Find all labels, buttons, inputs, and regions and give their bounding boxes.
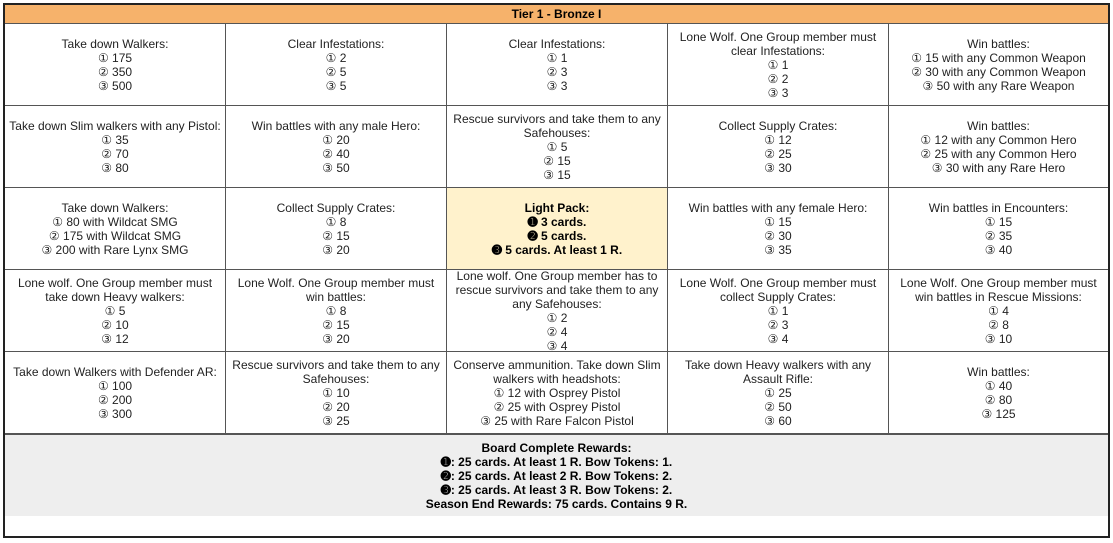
challenge-goal: ③ 3 xyxy=(546,78,568,93)
challenge-goal: ③ 12 xyxy=(101,331,129,346)
challenge-title: Win battles with any female Hero: xyxy=(688,200,868,215)
challenge-cell xyxy=(668,106,889,188)
challenge-goal: ➋ 5 cards. xyxy=(527,228,587,243)
challenge-goal: ③ 35 xyxy=(764,242,792,257)
challenge-title: Take down Walkers: xyxy=(61,200,169,215)
challenge-goal: ① 2 xyxy=(546,310,568,325)
challenge-goal: ② 50 xyxy=(764,399,792,414)
challenge-goal: ② 2 xyxy=(767,71,789,86)
challenge-goal: ② 10 xyxy=(101,317,129,332)
challenge-title: Clear Infestations: xyxy=(508,36,606,51)
challenge-goal: ② 8 xyxy=(988,317,1009,332)
challenge-goal: ② 80 xyxy=(984,392,1013,407)
challenge-cell xyxy=(5,106,226,188)
challenge-goal: ③ 20 xyxy=(322,242,350,257)
challenge-goal: ③ 200 with Rare Lynx SMG xyxy=(41,242,189,257)
challenge-goal: ② 35 xyxy=(984,228,1013,243)
challenge-title: Rescue survivors and take them to any Safehouses: xyxy=(232,357,440,386)
challenge-title: Rescue survivors and take them to any Safehouses: xyxy=(453,111,661,140)
challenge-goal: ③ 3 xyxy=(767,85,789,100)
challenge-goal: ① 25 xyxy=(764,385,792,400)
challenge-goal: ① 10 xyxy=(322,385,350,400)
tier-header: Tier 1 - Bronze I xyxy=(5,5,1108,24)
challenge-title: Take down Heavy walkers with any Assault Rifle: xyxy=(684,357,872,386)
challenge-cell xyxy=(447,270,668,352)
challenge-goal: ② 25 with Osprey Pistol xyxy=(493,399,621,414)
challenge-goal: ② 20 xyxy=(322,399,350,414)
challenge-goal: ③ 15 xyxy=(543,167,571,182)
challenge-goal: ② 5 xyxy=(325,64,347,79)
challenge-goal: ③ 4 xyxy=(546,338,568,353)
challenge-goal: ① 35 xyxy=(101,132,129,147)
challenge-goal: ② 15 xyxy=(322,317,350,332)
challenge-goal: ③ 50 xyxy=(322,160,350,175)
challenge-goal: ② 3 xyxy=(546,64,568,79)
challenge-goal: ③ 30 xyxy=(764,160,792,175)
challenge-cell xyxy=(668,188,889,270)
challenge-goal: ② 30 xyxy=(764,228,792,243)
challenge-goal: ① 1 xyxy=(767,57,789,72)
challenge-goal: ③ 500 xyxy=(97,78,133,93)
challenge-cell xyxy=(447,106,668,188)
challenge-cell xyxy=(226,188,447,270)
challenge-cell xyxy=(226,106,447,188)
challenge-board xyxy=(3,3,1110,538)
challenge-title: Win battles: xyxy=(967,36,1030,51)
challenge-title: Lone wolf. One Group member has to rescue survivors and take them to any any Safehouses: xyxy=(455,268,659,311)
challenge-goal: ③ 30 with any Rare Hero xyxy=(931,160,1066,175)
challenge-goal: ③ 10 xyxy=(984,331,1013,346)
board-rewards xyxy=(5,434,1108,516)
challenge-cell xyxy=(668,352,889,434)
challenge-goal: ③ 5 xyxy=(325,78,347,93)
challenge-goal: ① 8 xyxy=(325,303,347,318)
challenge-goal: ② 3 xyxy=(767,317,789,332)
challenge-goal: ③ 125 xyxy=(981,406,1016,421)
challenge-goal: ① 20 xyxy=(322,132,350,147)
challenge-title: Conserve ammunition. Take down Slim walkers with headshots: xyxy=(453,357,661,386)
challenge-goal: ① 2 xyxy=(325,50,347,65)
challenge-goal: ① 12 with Osprey Pistol xyxy=(493,385,621,400)
challenge-title: Win battles in Encounters: xyxy=(928,200,1069,215)
challenge-goal: ② 200 xyxy=(97,392,133,407)
board-rewards-title: Board Complete Rewards: xyxy=(481,440,632,455)
challenge-cell xyxy=(5,24,226,106)
challenge-goal: ② 15 xyxy=(322,228,350,243)
challenge-goal: ③ 20 xyxy=(322,331,350,346)
challenge-cell xyxy=(889,106,1108,188)
challenge-goal: ① 4 xyxy=(988,303,1009,318)
challenge-goal: ① 80 with Wildcat SMG xyxy=(52,214,178,229)
challenge-goal: ① 12 xyxy=(764,132,792,147)
challenge-goal: ② 15 xyxy=(543,153,571,168)
challenge-cell xyxy=(5,352,226,434)
challenge-goal: ① 15 xyxy=(764,214,792,229)
challenge-title: Lone Wolf. One Group member must clear Infestations: xyxy=(679,29,877,58)
challenge-title: Collect Supply Crates: xyxy=(276,200,396,215)
challenge-cell xyxy=(889,352,1108,434)
challenge-goal: ② 30 with any Common Weapon xyxy=(911,64,1086,79)
challenge-goal: ③ 300 xyxy=(97,406,133,421)
challenge-title: Lone Wolf. One Group member must win battles in Rescue Missions: xyxy=(900,275,1097,304)
challenge-goal: ① 1 xyxy=(767,303,789,318)
challenge-cell xyxy=(889,24,1108,106)
challenge-goal: ② 25 with any Common Hero xyxy=(920,146,1077,161)
challenge-goal: ② 40 xyxy=(322,146,350,161)
challenge-grid xyxy=(5,24,1108,434)
challenge-goal: ③ 50 with any Rare Weapon xyxy=(922,78,1075,93)
challenge-goal: ① 175 xyxy=(97,50,133,65)
challenge-goal: ② 25 xyxy=(764,146,792,161)
challenge-goal: ③ 60 xyxy=(764,413,792,428)
challenge-goal: ① 15 xyxy=(984,214,1013,229)
challenge-goal: ① 12 with any Common Hero xyxy=(920,132,1077,147)
challenge-title: Lone wolf. One Group member must take down Heavy walkers: xyxy=(17,275,213,304)
challenge-goal: ③ 80 xyxy=(101,160,129,175)
board-reward-line: ➌: 25 cards. At least 3 R. Bow Tokens: 2. xyxy=(440,482,673,497)
challenge-cell xyxy=(668,24,889,106)
challenge-cell xyxy=(226,352,447,434)
challenge-cell xyxy=(5,188,226,270)
challenge-title: Light Pack: xyxy=(524,200,590,215)
challenge-cell xyxy=(889,270,1108,352)
challenge-title: Take down Slim walkers with any Pistol: xyxy=(9,118,221,133)
challenge-goal: ① 15 with any Common Weapon xyxy=(911,50,1086,65)
challenge-goal: ② 175 with Wildcat SMG xyxy=(48,228,182,243)
challenge-goal: ③ 40 xyxy=(984,242,1013,257)
challenge-goal: ① 100 xyxy=(97,378,133,393)
challenge-title: Win battles with any male Hero: xyxy=(251,118,421,133)
challenge-goal: ① 8 xyxy=(325,214,347,229)
challenge-goal: ③ 4 xyxy=(767,331,789,346)
challenge-title: Collect Supply Crates: xyxy=(718,118,838,133)
challenge-title: Win battles: xyxy=(967,118,1030,133)
challenge-goal: ➌ 5 cards. At least 1 R. xyxy=(491,242,623,257)
challenge-cell xyxy=(226,270,447,352)
challenge-cell xyxy=(5,270,226,352)
challenge-goal: ② 4 xyxy=(546,324,568,339)
challenge-cell xyxy=(226,24,447,106)
challenge-goal: ② 350 xyxy=(97,64,133,79)
challenge-title: Clear Infestations: xyxy=(287,36,385,51)
challenge-title: Take down Walkers: xyxy=(61,36,169,51)
challenge-title: Lone Wolf. One Group member must collect Supply Crates: xyxy=(679,275,877,304)
challenge-title: Take down Walkers with Defender AR: xyxy=(13,364,217,379)
season-end-rewards: Season End Rewards: 75 cards. Contains 9 R. xyxy=(425,496,688,511)
challenge-goal: ③ 25 xyxy=(322,413,350,428)
board-reward-line: ➊: 25 cards. At least 1 R. Bow Tokens: 1. xyxy=(440,454,673,469)
challenge-goal: ➊ 3 cards. xyxy=(527,214,587,229)
light-pack-cell xyxy=(447,188,668,270)
challenge-title: Lone Wolf. One Group member must win battles: xyxy=(237,275,435,304)
challenge-cell xyxy=(889,188,1108,270)
challenge-goal: ① 5 xyxy=(546,139,568,154)
challenge-title: Win battles: xyxy=(967,364,1030,379)
challenge-goal: ① 5 xyxy=(104,303,126,318)
challenge-goal: ③ 25 with Rare Falcon Pistol xyxy=(480,413,634,428)
challenge-goal: ① 1 xyxy=(546,50,568,65)
challenge-cell xyxy=(447,24,668,106)
challenge-goal: ① 40 xyxy=(984,378,1013,393)
challenge-cell xyxy=(668,270,889,352)
challenge-goal: ② 70 xyxy=(101,146,129,161)
board-reward-line: ➋: 25 cards. At least 2 R. Bow Tokens: 2. xyxy=(440,468,673,483)
challenge-cell xyxy=(447,352,668,434)
